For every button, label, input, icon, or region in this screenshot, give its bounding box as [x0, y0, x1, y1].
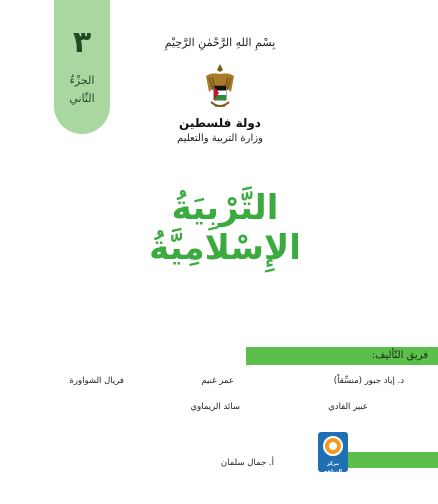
grade-number: ٣: [72, 25, 92, 60]
ministry-name: وزارة التربية والتعليم: [177, 133, 263, 144]
author-name: عبير الفادي: [328, 402, 368, 412]
publisher-logo-text: مركز المناهج: [324, 461, 342, 475]
author-name: فريال الشواورة: [69, 376, 124, 386]
author-name: سائد الريماوي: [190, 402, 240, 412]
authors-team-label: فريق التّأليف:: [371, 350, 428, 361]
logo-ring-icon: [323, 436, 343, 456]
state-name: دولة فلسطين: [179, 116, 261, 130]
part-label-line1: الجزْءُ: [69, 74, 95, 87]
author-name: د. إياد جبور (منسِّقاً): [333, 376, 404, 386]
part-label-line2: الثّاني: [69, 92, 95, 105]
authors-band: [246, 347, 438, 365]
author-name: أ. جمال سلمان: [220, 458, 274, 468]
book-title: التَّرْبِيَةُ الإِسْلامِيَّةُ: [149, 188, 301, 268]
author-name: عمر غنيم: [201, 376, 234, 386]
eagle-emblem-icon: [203, 62, 237, 114]
publisher-logo: [318, 432, 348, 475]
basmala: بِسْمِ اللهِ الرَّحْمٰنِ الرَّحِيْمِ: [164, 36, 276, 49]
grade-tab: [54, 0, 110, 134]
